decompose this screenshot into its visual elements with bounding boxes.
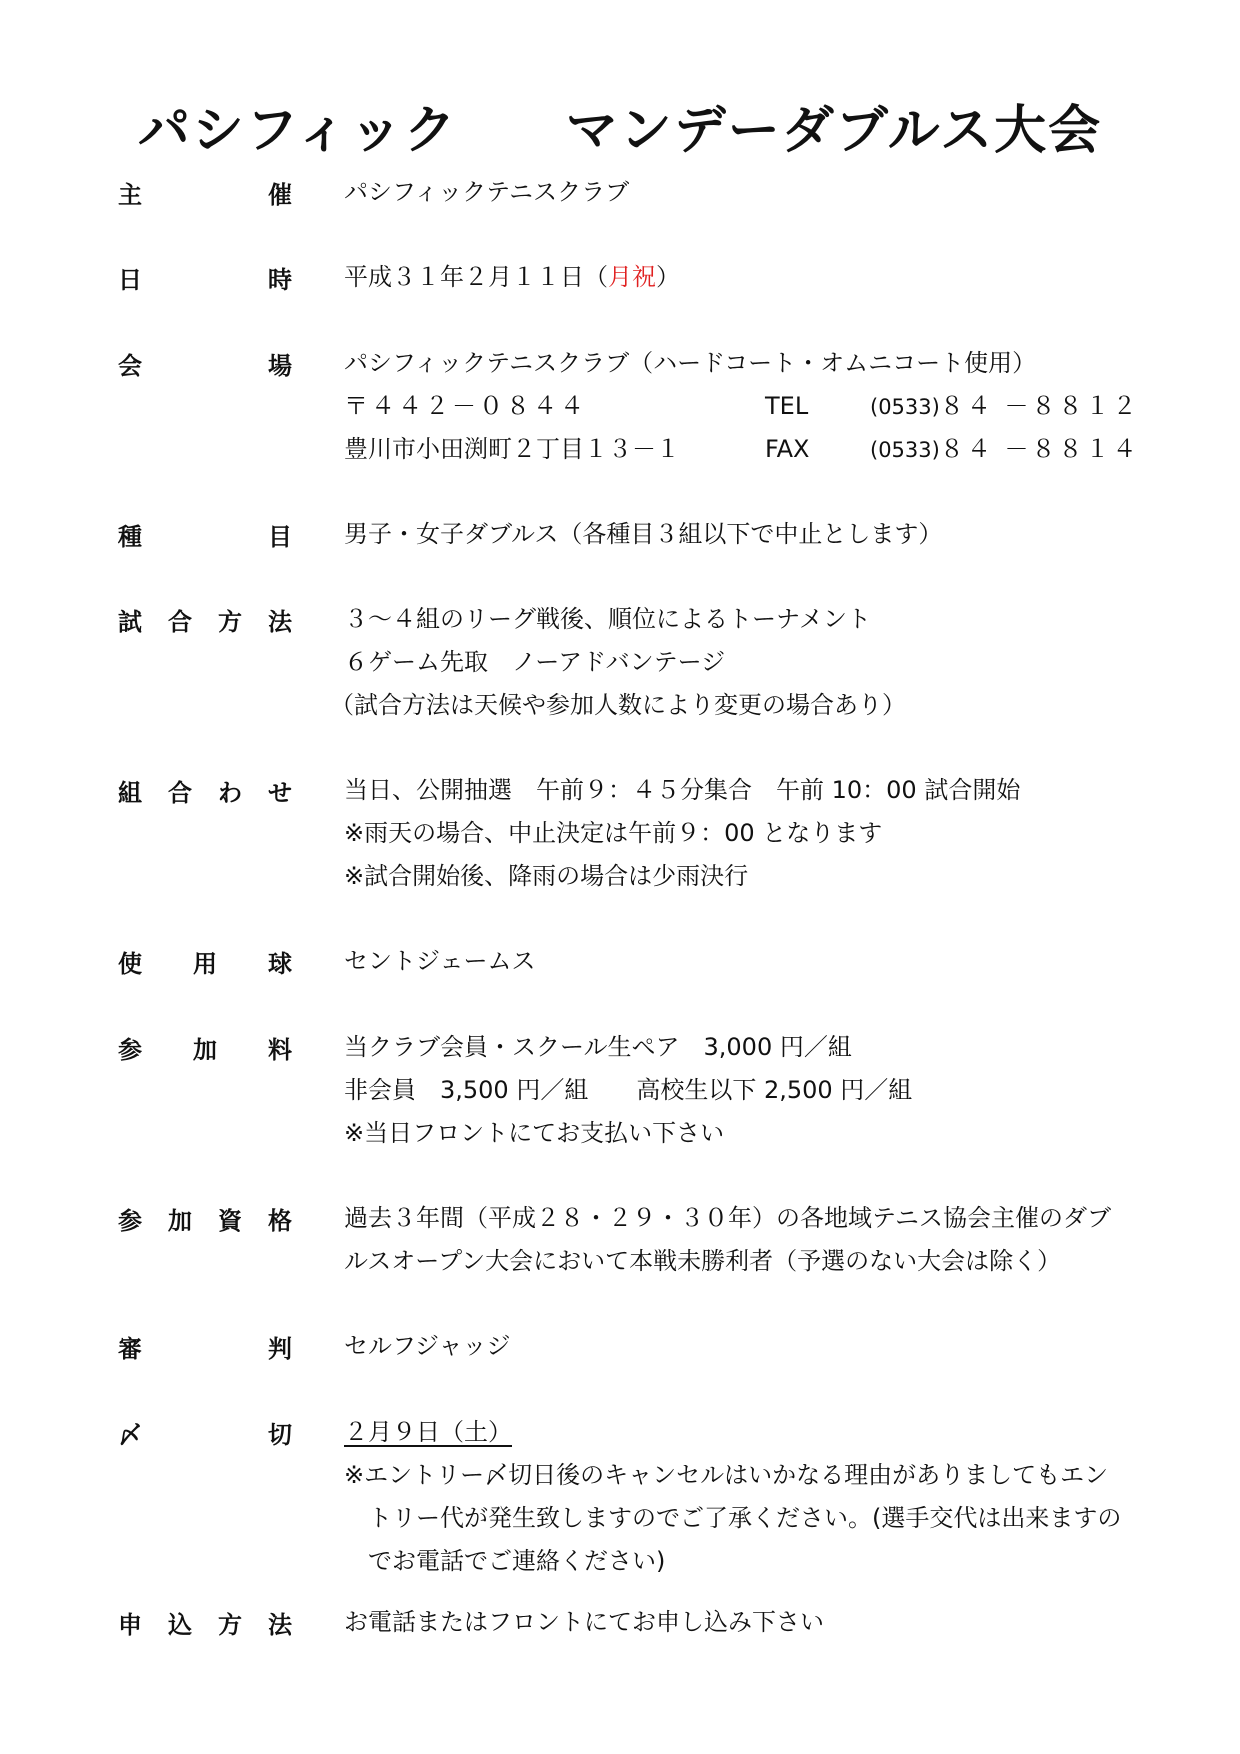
label-draw: 組 合 わ せ (118, 778, 292, 807)
label-deadline: 〆 切 (118, 1420, 292, 1449)
label-apply: 申 込 方 法 (118, 1610, 292, 1639)
label-eligibility: 参 加 資 格 (118, 1206, 292, 1235)
label-format: 試 合 方 法 (118, 607, 292, 636)
fee-line: 当クラブ会員・スクール生ペア 3,000 円／組 (344, 1033, 852, 1061)
draw-line: ※雨天の場合、中止決定は午前９：00 となります (344, 819, 883, 847)
draw-line: 当日、公開抽選 午前９：４５分集合 午前 10：00 試合開始 (344, 776, 1021, 804)
eligibility-line: ルスオープン大会において本戦未勝利者（予選のない大会は除く） (344, 1247, 1062, 1275)
label-venue: 会 場 (118, 351, 292, 380)
format-line: ３～４組のリーグ戦後、順位によるトーナメント (344, 605, 872, 633)
ball-value: セントジェームス (344, 947, 536, 975)
label-datetime: 日 時 (118, 265, 292, 294)
deadline-date: ２月９日（土） (344, 1418, 512, 1446)
venue-address: 豊川市小田渕町２丁目１３－１ (344, 435, 680, 463)
fax-label: FAX (765, 435, 810, 463)
format-note: （試合方法は天候や参加人数により変更の場合あり） (330, 691, 906, 719)
fee-line: ※当日フロントにてお支払い下さい (344, 1119, 725, 1147)
organizer-value: パシフィックテニスクラブ (344, 178, 630, 206)
label-fee: 参 加 料 (118, 1035, 292, 1064)
venue-postal: 〒４４２－０８４４ (344, 392, 587, 420)
referee-value: セルフジャッジ (344, 1332, 511, 1360)
page-title: パシフィック マンデーダブルス大会 (137, 101, 1103, 161)
label-referee: 審 判 (118, 1334, 292, 1363)
format-line: ６ゲーム先取 ノーアドバンテージ (344, 648, 726, 676)
label-ball: 使 用 球 (118, 949, 292, 978)
datetime-value: 平成３１年２月１１日（月祝） (344, 263, 680, 291)
tel-value: (0533)８４ －８８１２ (870, 392, 1140, 420)
eligibility-line: 過去３年間（平成２８・２９・３０年）の各地域テニス協会主催のダブ (344, 1204, 1112, 1232)
label-events: 種 目 (118, 522, 292, 551)
label-organizer: 主 催 (118, 180, 292, 209)
fee-line: 非会員 3,500 円／組 高校生以下 2,500 円／組 (344, 1076, 913, 1104)
deadline-note: トリー代が発生致しますのでご了承ください。(選手交代は出来ますの (368, 1504, 1122, 1532)
apply-value: お電話またはフロントにてお申し込み下さい (344, 1608, 824, 1636)
fax-value: (0533)８４ －８８１４ (870, 435, 1140, 463)
deadline-note: ※エントリー〆切日後のキャンセルはいかなる理由がありましてもエン (344, 1461, 1109, 1489)
tel-label: TEL (765, 392, 809, 420)
venue-name: パシフィックテニスクラブ（ハードコート・オムニコート使用） (344, 349, 1037, 377)
deadline-note: でお電話でご連絡ください) (368, 1547, 666, 1575)
holiday-mark: 月祝 (608, 263, 656, 291)
draw-line: ※試合開始後、降雨の場合は少雨決行 (344, 862, 749, 890)
events-value: 男子・女子ダブルス（各種目３組以下で中止とします） (344, 520, 943, 548)
